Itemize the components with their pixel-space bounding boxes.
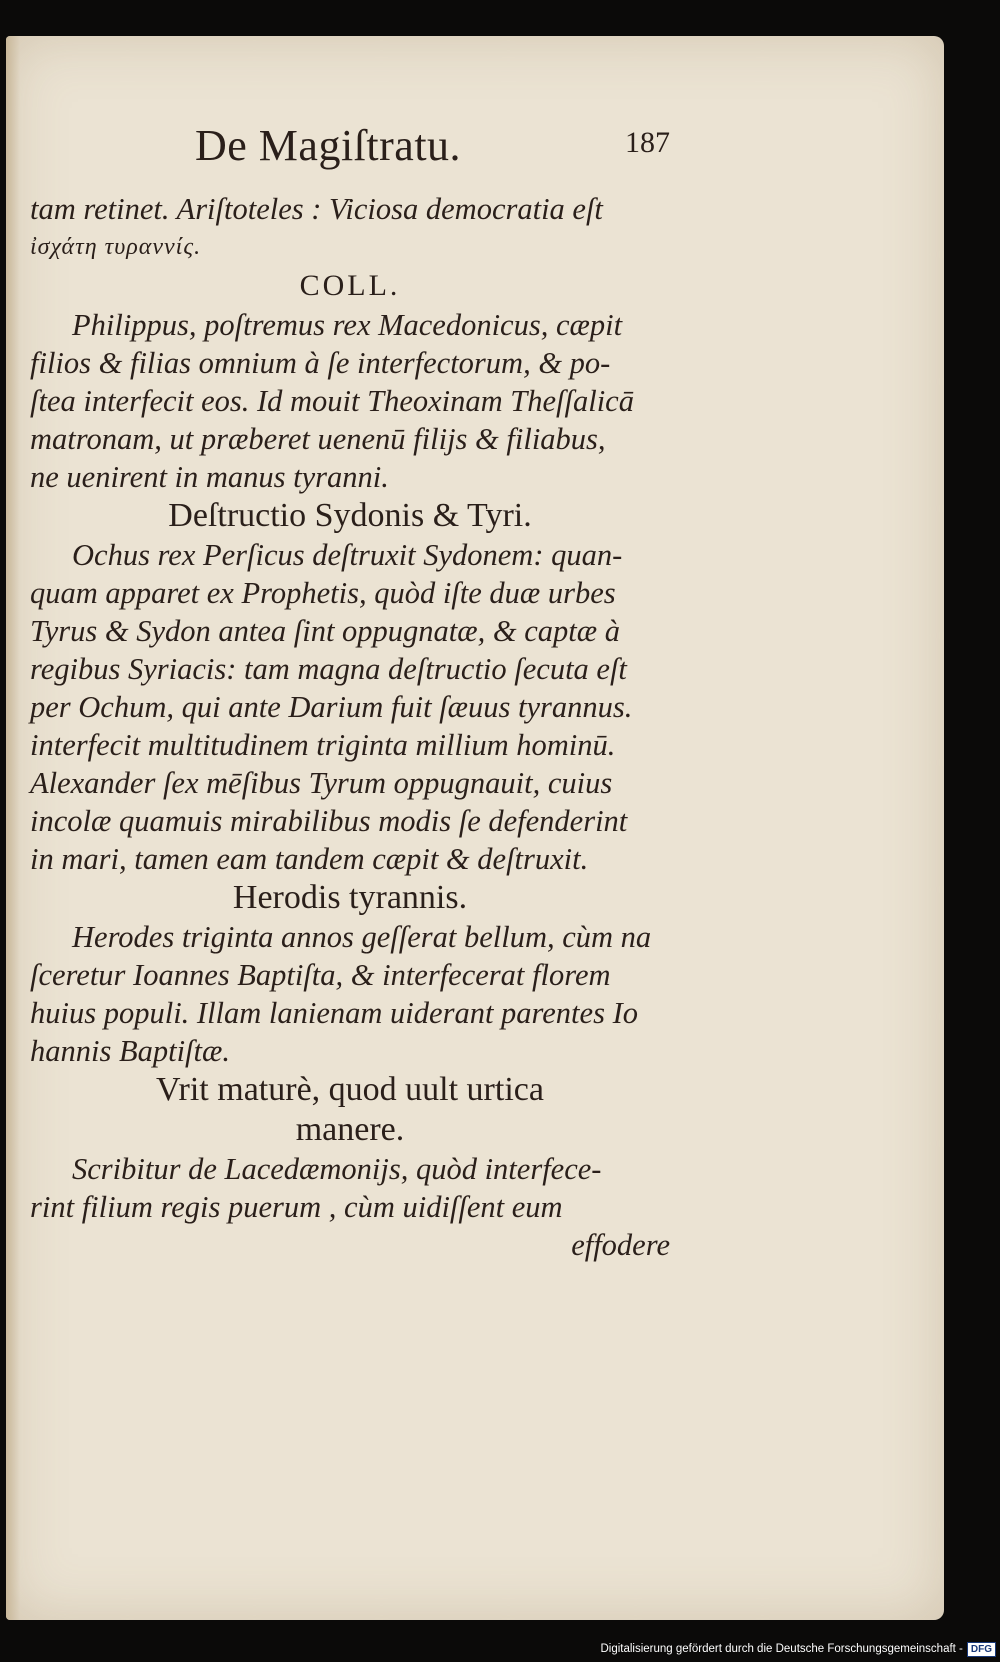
section-heading-vrit: Vrit maturè, quod uult urtica xyxy=(156,1071,544,1108)
text-line: huius populi. Illam lanienam uiderant parentes Io xyxy=(30,996,638,1030)
text-line: incolæ quamuis mirabilibus modis ſe defenderint xyxy=(30,804,628,838)
text-line: Herodes triginta annos geſſerat bellum, cùm na xyxy=(72,920,652,954)
text-line: ſtea interfecit eos. Id mouit Theoxinam Theſſalicā xyxy=(30,384,634,418)
book-page xyxy=(6,36,944,1620)
catchword: effodere xyxy=(571,1228,670,1262)
text-line: tam retinet. Ariſtoteles : Viciosa democratia eſt xyxy=(30,192,603,226)
text-line: filios & filias omnium à ſe interfectorum, & po- xyxy=(30,346,611,380)
text-line: Ochus rex Perſicus deſtruxit Sydonem: quan- xyxy=(72,538,623,572)
text-line: rint filium regis puerum , cùm uidiſſent eum xyxy=(30,1190,563,1224)
text-line: Tyrus & Sydon antea ſint oppugnatæ, & captæ à xyxy=(30,614,620,648)
text-line: Scribitur de Lacedæmonijs, quòd interfece- xyxy=(72,1152,602,1186)
dfg-logo: DFG xyxy=(967,1642,996,1657)
section-heading-destructio: Deſtructio Sydonis & Tyri. xyxy=(168,497,532,534)
text-line: ne uenirent in manus tyranni. xyxy=(30,460,389,494)
greek-text-line: ἰσχάτη τυραννίς. xyxy=(30,234,202,260)
text-line: ſceretur Ioannes Baptiſta, & interfecerat florem xyxy=(30,958,611,992)
text-line: quam apparet ex Prophetis, quòd iſte duæ urbes xyxy=(30,576,616,610)
text-line: Alexander ſex mēſibus Tyrum oppugnauit, cuius xyxy=(30,766,613,800)
text-line: per Ochum, qui ante Darium fuit ſæuus tyrannus. xyxy=(30,690,633,724)
running-title: De Magiſtratu. xyxy=(195,121,462,170)
text-line: interfecit multitudinem triginta millium hominū. xyxy=(30,728,616,762)
section-heading-vrit-continued: manere. xyxy=(295,1111,405,1148)
text-line: hannis Baptiſtæ. xyxy=(30,1034,230,1068)
text-line: in mari, tamen eam tandem cæpit & deſtruxit. xyxy=(30,842,589,876)
page-gutter-shadow xyxy=(6,36,20,1620)
text-line: Philippus, poſtremus rex Macedonicus, cæpit xyxy=(72,308,623,342)
page-number: 187 xyxy=(625,126,670,159)
text-line: regibus Syriacis: tam magna deſtructio ſecuta eſt xyxy=(30,652,627,686)
running-head xyxy=(30,120,670,190)
text-block xyxy=(30,120,670,1264)
section-heading-herodis: Herodis tyrannis. xyxy=(232,879,468,916)
digitization-credit: Digitalisierung gefördert durch die Deutsche Forschungsgemeinschaft - xyxy=(600,1643,963,1655)
digitization-credit-bar xyxy=(600,1640,996,1658)
text-line: matronam, ut præberet uenenū filijs & filiabus, xyxy=(30,422,606,456)
section-heading-coll: COLL. xyxy=(299,269,401,302)
